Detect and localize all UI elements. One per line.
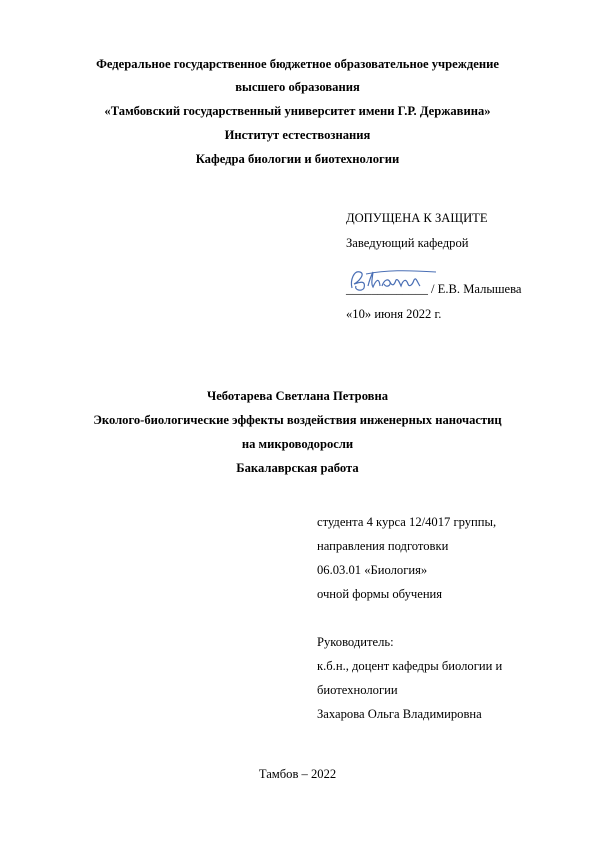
student-course-group: студента 4 курса 12/4017 группы, <box>317 515 497 529</box>
approval-date: «10» июня 2022 г. <box>346 307 442 321</box>
student-study-form: очной формы обучения <box>317 587 443 601</box>
thesis-title-line-1: Эколого-биологические эффекты воздействия инженерных наночастиц <box>93 413 502 427</box>
institute-name: Институт естествознания <box>224 128 371 142</box>
approval-role: Заведующий кафедрой <box>346 236 469 250</box>
signature-line: _____________ / Е.В. Малышева <box>346 282 522 296</box>
work-type: Бакалаврская работа <box>236 461 359 475</box>
supervisor-label: Руководитель: <box>317 635 394 649</box>
institution-line-2: высшего образования <box>235 80 360 94</box>
university-name: «Тамбовский государственный университет имени Г.Р. Державина» <box>104 104 491 118</box>
student-direction-label: направления подготовки <box>317 539 449 553</box>
thesis-title-line-2: на микроводоросли <box>241 437 354 451</box>
supervisor-name: Захарова Ольга Владимировна <box>317 707 482 721</box>
author-name: Чеботарева Светлана Петровна <box>206 389 389 403</box>
city-year: Тамбов – 2022 <box>258 767 337 781</box>
supervisor-position-line-2: биотехнологии <box>317 683 398 697</box>
department-name: Кафедра биологии и биотехнологии <box>195 152 400 166</box>
supervisor-position-line-1: к.б.н., доцент кафедры биологии и <box>317 659 503 673</box>
student-direction-code: 06.03.01 «Биология» <box>317 563 428 577</box>
institution-line-1: Федеральное государственное бюджетное образовательное учреждение <box>96 57 499 71</box>
approval-title: ДОПУЩЕНА К ЗАЩИТЕ <box>346 211 488 225</box>
